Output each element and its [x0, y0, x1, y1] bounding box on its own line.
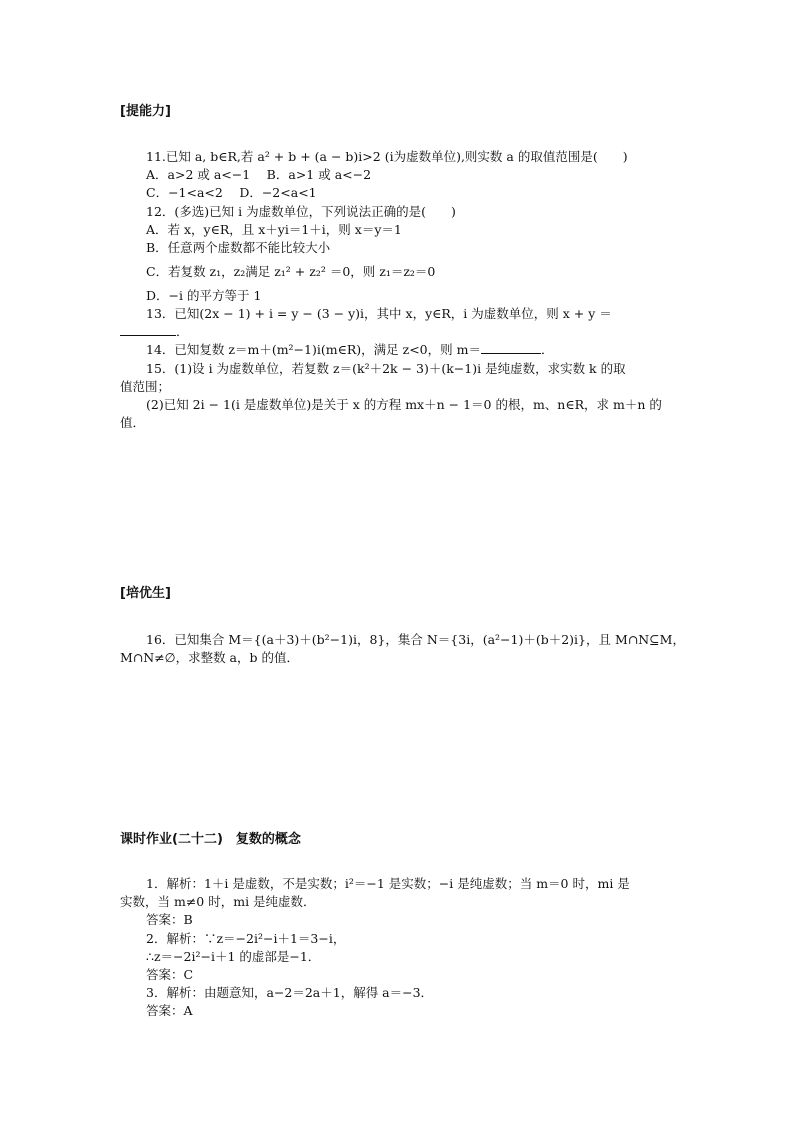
section-title-excel: [培优生]: [120, 586, 171, 601]
q12-option-c: C．若复数 z₁，z₂满足 z₁² + z₂² ＝0，则 z₁＝z₂＝0: [146, 264, 436, 279]
q12-stem: 12．(多选)已知 i 为虚数单位，下列说法正确的是( ): [146, 204, 456, 219]
q13-line1: 13．已知(2x − 1) + i = y − (3 − y)i，其中 x，y∈R，i 为虚数单位，则 x + y ＝: [146, 306, 612, 321]
answer-line: 答案：A: [146, 1003, 193, 1018]
q11-options-ab: A．a>2 或 a<−1 B．a>1 或 a<−2: [146, 167, 372, 182]
q12-option-b: B．任意两个虚数都不能比较大小: [146, 240, 331, 255]
q15-line3: (2)已知 2i − 1(i 是虚数单位)是关于 x 的方程 mx＋n − 1＝0 的根，m、n∈R，求 m＋n 的: [146, 397, 662, 412]
answer-line: 答案：C: [146, 967, 194, 982]
answer-line: 实数，当 m≠0 时，mi 是纯虚数．: [120, 894, 316, 909]
q13-answer-blank[interactable]: [120, 324, 176, 336]
answer-line: 1．解析：1＋i 是虚数，不是实数；i²＝−1 是实数；−i 是纯虚数；当 m＝0 时，mi 是: [146, 876, 630, 891]
q12-option-d: D．−i 的平方等于 1: [146, 288, 262, 303]
q16-line2: M∩N≠∅，求整数 a，b 的值．: [120, 650, 299, 665]
q11-options-cd: C．−1<a<2 D．−2<a<1: [146, 185, 317, 200]
q16-line1: 16．已知集合 M＝{(a＋3)＋(b²−1)i，8}，集合 N＝{3i，(a²−1)＋(b＋2)i}，且 M∩N⊆M，: [146, 632, 685, 647]
answer-line: 答案：B: [146, 912, 193, 927]
answer-line: 3．解析：由题意知，a−2＝2a＋1，解得 a＝−3．: [146, 985, 434, 1000]
q15-line2: 值范围；: [120, 379, 171, 394]
q14-line: [146, 342, 553, 358]
answers-title: 课时作业(二十二) 复数的概念: [120, 832, 301, 847]
q14-answer-blank[interactable]: [481, 342, 541, 354]
q14-period: ．: [540, 342, 554, 357]
q14-text: 14．已知复数 z＝m＋(m²−1)i(m∈R)，满足 z<0，则 m＝: [146, 342, 481, 357]
q12-option-a: A．若 x，y∈R，且 x＋yi＝1＋i，则 x＝y＝1: [146, 222, 402, 237]
q13-line2: [120, 324, 189, 340]
section-title-improve: [提能力]: [120, 104, 171, 119]
q13-period: ．: [176, 324, 189, 339]
answer-line: 2．解析：∵z＝−2i²−i＋1＝3−i，: [146, 931, 346, 946]
q11-stem: 11.已知 a, b∈R,若 a² + b + (a − b)i>2 (i为虚数单位),则实数 a 的取值范围是( ): [146, 149, 628, 164]
q15-line4: 值．: [120, 415, 146, 430]
answer-line: ∴z＝−2i²−i＋1 的虚部是−1．: [146, 949, 321, 964]
q15-line1: 15．(1)设 i 为虚数单位，若复数 z＝(k²＋2k − 3)＋(k−1)i 是纯虚数，求实数 k 的取: [146, 361, 626, 376]
